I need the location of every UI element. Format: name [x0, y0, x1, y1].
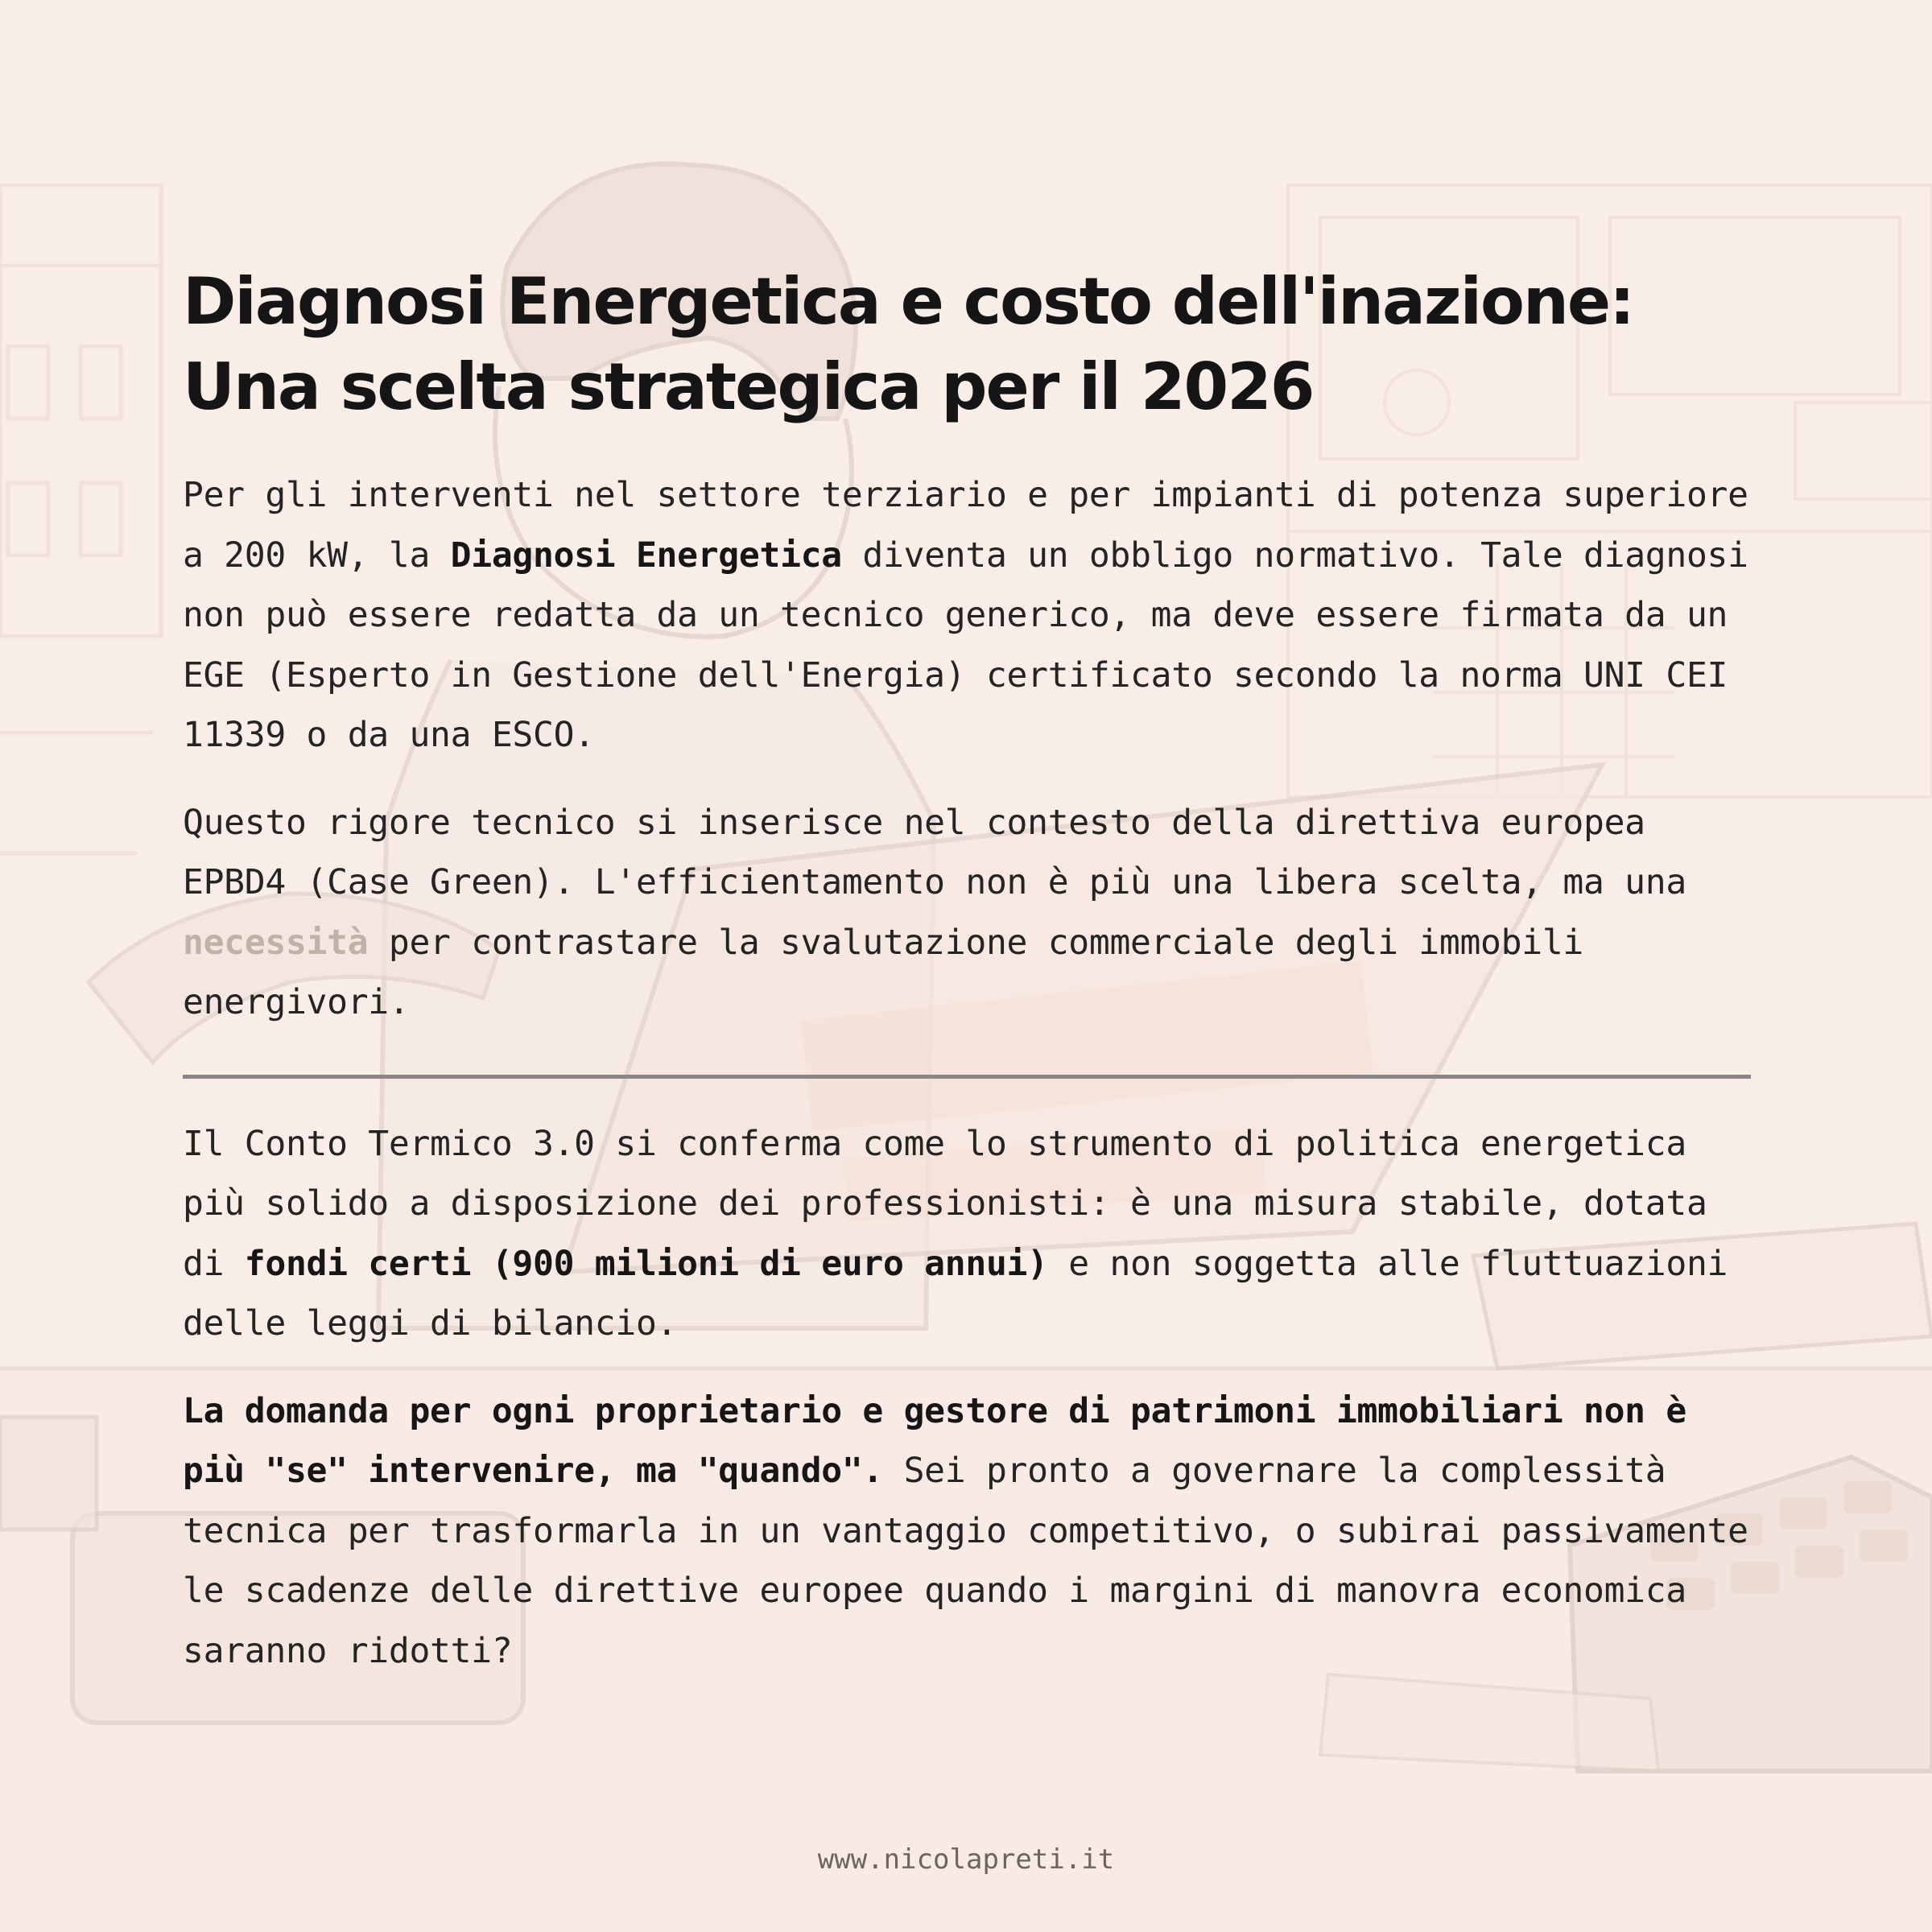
page-title [183, 259, 1752, 430]
paragraph-diagnosi-text-a: Per gli interventi nel settore terziario e per impianti di potenza superiore a 200 kW, la [183, 475, 1748, 576]
paragraph-epbd4-text-b: per contrastare la svalutazione commerciale degli immobili energivori. [183, 922, 1584, 1022]
content-area [183, 259, 1752, 1681]
paragraph-question [183, 1381, 1752, 1682]
paragraph-conto-termico-bold: fondi certi (900 milioni di euro annui) [244, 1243, 1048, 1284]
page-title-line-2: Una scelta strategica per il 2026 [183, 349, 1314, 424]
paragraph-conto-termico-text-a: Il Conto Termico 3.0 si conferma come lo strumento di politica energetica più solido a disposizione dei professionisti: è una misura stabile, dotata di [183, 1123, 1707, 1284]
paragraph-epbd4 [183, 793, 1752, 1033]
section-divider [183, 1075, 1751, 1079]
paragraph-diagnosi-bold: Diagnosi Energetica [450, 535, 842, 576]
paragraph-diagnosi [183, 465, 1752, 766]
paragraph-question-bold: La domanda per ogni proprietario e gestore di patrimoni immobiliari non è più "se" intervenire, ma "quando". [183, 1390, 1686, 1491]
paragraph-conto-termico-text-b: e non soggetta alle fluttuazioni delle leggi di bilancio. [183, 1243, 1728, 1344]
paragraph-question-text: Sei pronto a governare la complessità tecnica per trasformarla in un vantaggio competitivo, o subirai passivamente le scadenze delle direttive europee quando i margini di manovra economica saranno ridotti? [183, 1451, 1748, 1671]
paragraph-diagnosi-text-b: diventa un obbligo normativo. Tale diagnosi non può essere redatta da un tecnico generico, ma deve essere firmata da un EGE (Esperto in Gestione dell'Energia) certificato secondo la norma UNI CEI 11339 o da una ESCO. [183, 535, 1748, 755]
paragraph-conto-termico [183, 1114, 1752, 1354]
paragraph-epbd4-text-a: Questo rigore tecnico si inserisce nel contesto della direttiva europea EPBD4 (Case Green). L'efficientamento non è più una libera scelta, ma una [183, 802, 1686, 902]
page-title-line-1: Diagnosi Energetica e costo dell'inazione: [183, 264, 1634, 339]
footer-url: www.nicolapreti.it [817, 1843, 1115, 1876]
paragraph-epbd4-highlight: necessità [183, 922, 369, 963]
